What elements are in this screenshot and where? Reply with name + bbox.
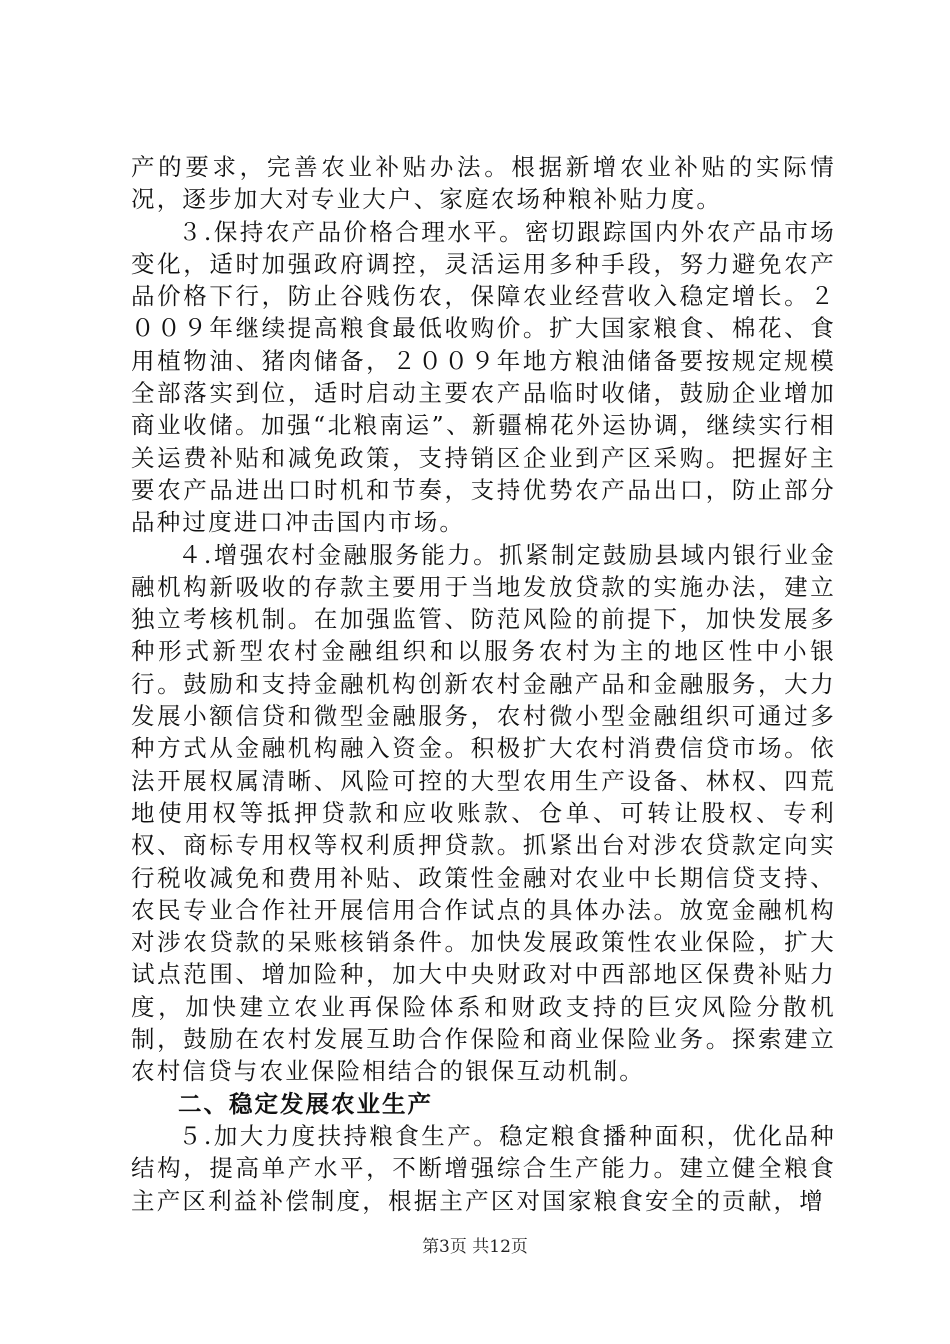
document-body bbox=[131, 151, 836, 1217]
paragraph-item-5: ５.加大力度扶持粮食生产。稳定粮食播种面积，优化品种结构，提高单产水平，不断增强综合生产能力。建立健全粮食主产区利益补偿制度，根据主产区对国家粮食安全的贡献，增 bbox=[131, 1121, 836, 1215]
paragraph-item-3: ３.保持农产品价格合理水平。密切跟踪国内外农产品市场变化，适时加强政府调控，灵活运用多种手段，努力避免农产品价格下行，防止谷贱伤农，保障农业经营收入稳定增长。２００９年继续提高粮食最低收购价。扩大国家粮食、棉花、食用植物油、猪肉储备，２００９年地方粮油储备要按规定规模全部落实到位，适时启动主要农产品临时收储，鼓励企业增加商业收储。加强“北粮南运”、新疆棉花外运协调，继续实行相关运费补贴和减免政策，支持销区企业到产区采购。把握好主要农产品进出口时机和节奏，支持优势农产品出口，防止部分品种过度进口冲击国内市场。 bbox=[131, 217, 836, 537]
paragraph-continuation: 产的要求，完善农业补贴办法。根据新增农业补贴的实际情况，逐步加大对专业大户、家庭农场种粮补贴力度。 bbox=[131, 153, 836, 214]
paragraph-item-4: ４.增强农村金融服务能力。抓紧制定鼓励县域内银行业金融机构新吸收的存款主要用于当地发放贷款的实施办法，建立独立考核机制。在加强监管、防范风险的前提下，加快发展多种形式新型农村金融组织和以服务农村为主的地区性中小银行。鼓励和支持金融机构创新农村金融产品和金融服务，大力发展小额信贷和微型金融服务，农村微小型金融组织可通过多种方式从金融机构融入资金。积极扩大农村消费信贷市场。依法开展权属清晰、风险可控的大型农用生产设备、林权、四荒地使用权等抵押贷款和应收账款、仓单、可转让股权、专利权、商标专用权等权利质押贷款。抓紧出台对涉农贷款定向实行税收减免和费用补贴、政策性金融对农业中长期信贷支持、农民专业合作社开展信用合作试点的具体办法。放宽金融机构对涉农贷款的呆账核销条件。加快发展政策性农业保险，扩大试点范围、增加险种，加大中央财政对中西部地区保费补贴力度，加快建立农业再保险体系和财政支持的巨灾风险分散机制，鼓励在农村发展互助合作保险和商业保险业务。探索建立农村信贷与农业保险相结合的银保互动机制。 bbox=[131, 540, 836, 1086]
section-heading: 二、稳定发展农业生产 bbox=[178, 1089, 433, 1118]
page-footer: 第3页 共12页 bbox=[422, 1237, 528, 1257]
